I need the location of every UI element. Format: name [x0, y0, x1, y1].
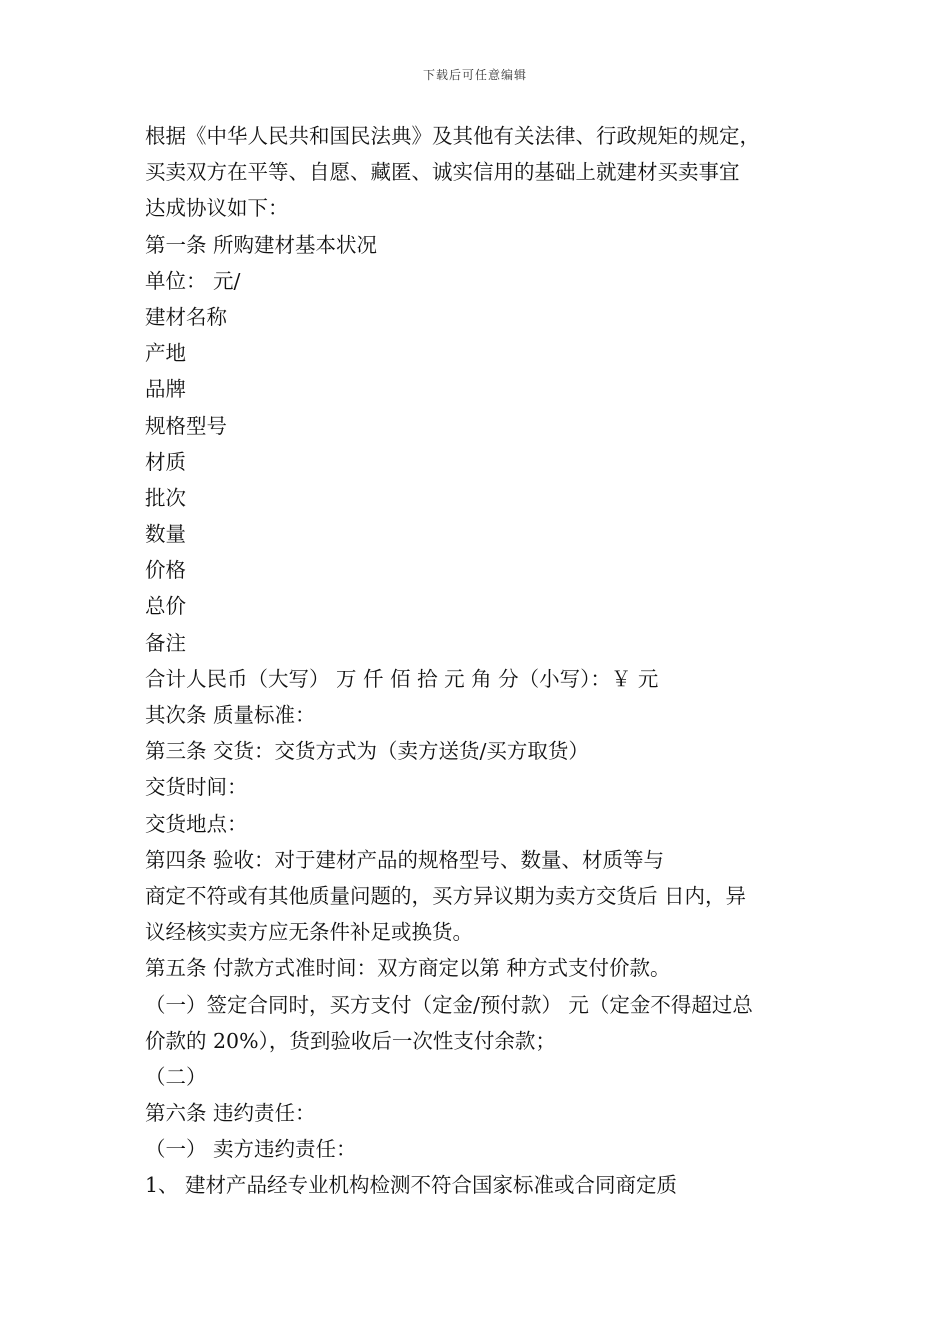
section-heading: 第四条 验收：对于建材产品的规格型号、数量、材质等与 — [145, 847, 665, 872]
text-line: 达成协议如下： — [145, 196, 289, 221]
section-heading: 第五条 付款方式准时间：双方商定以第 种方式支付价款。 — [145, 956, 671, 981]
field-label: 材质 — [145, 449, 186, 474]
text-line: 价款的 20%），货到验收后一次性支付余款； — [145, 1028, 556, 1053]
text-line: 买卖双方在平等、自愿、藏匿、诚实信用的基础上就建材买卖事宜 — [145, 160, 740, 185]
field-label: 产地 — [145, 341, 186, 366]
text-line: （一） 卖方违约责任： — [145, 1137, 357, 1162]
text-line: 交货时间： — [145, 775, 248, 800]
text-line: 交货地点： — [145, 811, 248, 836]
field-label: 总价 — [145, 594, 186, 619]
contract-body — [145, 118, 825, 1204]
field-label: 品牌 — [145, 377, 186, 402]
section-heading: 第一条 所购建材基本状况 — [145, 232, 378, 257]
field-label: 价格 — [145, 558, 186, 583]
text-line: 商定不符或有其他质量问题的，买方异议期为卖方交货后 日内，异 — [145, 883, 747, 908]
total-amount-line: 合计人民币（大写） 万 仟 佰 拾 元 角 分（小写）：￥ 元 — [145, 666, 659, 691]
section-heading: 其次条 质量标准： — [145, 703, 316, 727]
page-header-note: 下载后可任意编辑 — [422, 68, 527, 82]
section-heading: 第六条 违约责任： — [145, 1101, 316, 1126]
text-line: 议经核实卖方应无条件补足或换货。 — [145, 920, 473, 945]
field-label: 数量 — [145, 522, 186, 547]
text-line: 1、 建材产品经专业机构检测不符合国家标准或合同商定质 — [145, 1173, 678, 1198]
text-line: 根据《中华人民共和国民法典》及其他有关法律、行政规矩的规定， — [145, 124, 760, 148]
section-heading: 第三条 交货：交货方式为（卖方送货/买方取货） — [145, 739, 589, 764]
field-label: 建材名称 — [145, 304, 227, 329]
text-line: （一）签定合同时，买方支付（定金/预付款） 元（定金不得超过总 — [145, 992, 753, 1017]
text-line: 单位： 元/ — [145, 268, 241, 293]
field-label: 规格型号 — [145, 413, 227, 438]
field-label: 备注 — [145, 630, 186, 655]
text-line: （二） — [145, 1064, 207, 1089]
field-label: 批次 — [145, 485, 186, 510]
